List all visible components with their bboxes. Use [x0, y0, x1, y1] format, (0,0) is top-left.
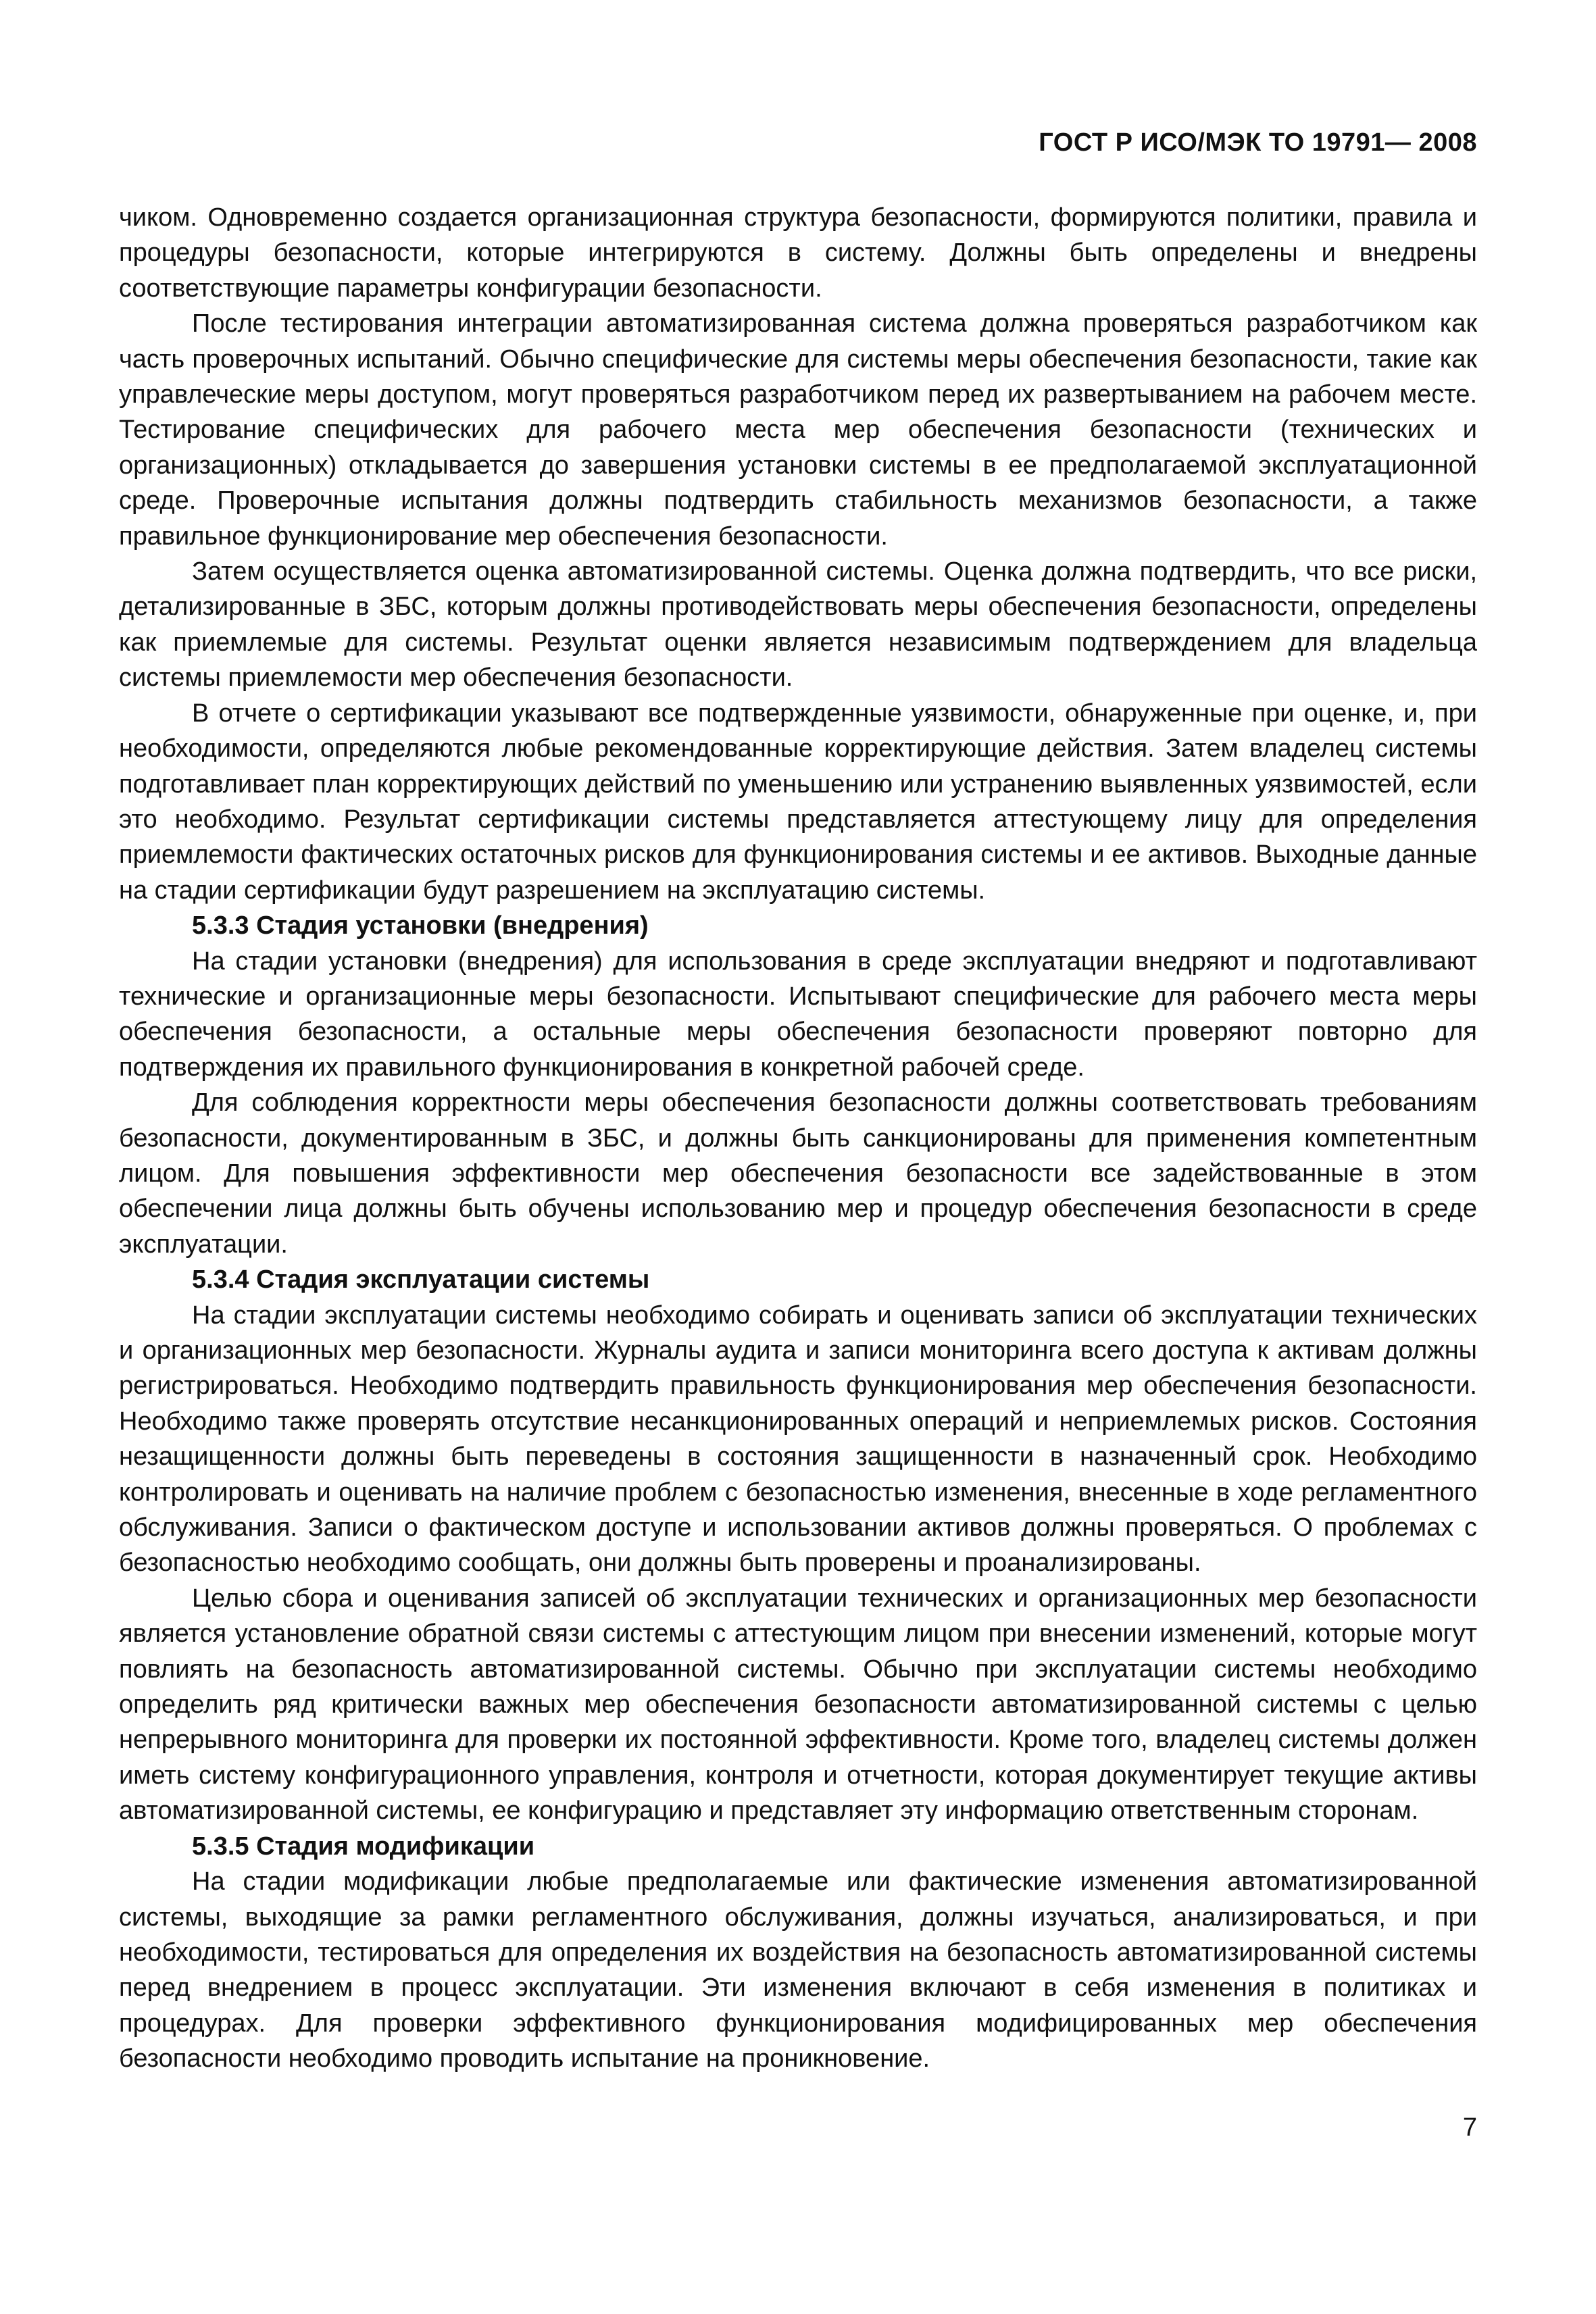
paragraph-evaluation: Затем осуществляется оценка автоматизированной системы. Оценка должна подтвердить, что все риски, детализированные в ЗБС, которым должны противодействовать меры обеспечения безопасности, определены как приемлемые для системы. Результат оценки является независимым подтверждением для владельца системы приемлемости мер обеспечения безопасности.: [119, 557, 1477, 693]
paragraph-operation-stage: На стадии эксплуатации системы необходимо собирать и оценивать записи об эксплуатации технических и организационных мер безопасности. Журналы аудита и записи мониторинга всего доступа к активам должны регистрироваться. Необходимо подтвердить правильность функционирования мер обеспечения безопасности. Необходимо также проверять отсутствие несанкционированных операций и неприемлемых рисков. Состояния незащищенности должны быть переведены в состояния защищенности в назначенный срок. Необходимо контролировать и оценивать на наличие проблем с безопасностью изменения, внесенные в ходе регламентного обслуживания. Записи о фактическом доступе и использовании активов должны проверяться. О проблемах с безопасностью необходимо сообщать, они должны быть проверены и проанализированы.: [119, 1301, 1477, 1578]
section-heading-5-3-4: 5.3.4 Стадия эксплуатации системы: [192, 1265, 650, 1294]
paragraph-modification-stage: На стадии модификации любые предполагаемые или фактические изменения автоматизированной системы, выходящие за рамки регламентного обслуживания, должны изучаться, анализироваться, и при необходимости, тестироваться для определения их воздействия на безопасность автоматизированной системы перед внедрением в процесс эксплуатации. Эти изменения включают в себя изменения в политиках и процедурах. Для проверки эффективного функционирования модифицированных мер обеспечения безопасности необходимо проводить испытание на проникновение.: [119, 1867, 1477, 2073]
paragraph-integration-testing: После тестирования интеграции автоматизированная система должна проверяться разработчиком как часть проверочных испытаний. Обычно специфические для системы меры обеспечения безопасности, такие как управлеческие меры доступом, могут проверяться разработчиком перед их развертыванием на рабочем месте. Тестирование специфических для рабочего места мер обеспечения безопасности (технических и организационных) откладывается до завершения установки системы в ее предполагаемой эксплуатационной среде. Проверочные испытания должны подтвердить стабильность механизмов безопасности, а также правильное функционирование мер обеспечения безопасности.: [119, 309, 1477, 551]
paragraph-installation-correctness: Для соблюдения корректности меры обеспечения безопасности должны соответствовать требованиям безопасности, документированным в ЗБС, и должны быть санкционированы для применения компетентным лицом. Для повышения эффективности мер обеспечения безопасности все задействованные в этом обеспечении лица должны быть обучены использованию мер и процедур обеспечения безопасности в среде эксплуатации.: [119, 1088, 1477, 1259]
paragraph-operation-feedback: Целью сбора и оценивания записей об эксплуатации технических и организационных мер безопасности является установление обратной связи системы с аттестующим лицом при внесении изменений, которые могут повлиять на безопасность автоматизированной системы. Обычно при эксплуатации системы необходимо определить ряд критически важных мер обеспечения безопасности автоматизированной системы с целью непрерывного мониторинга для проверки их постоянной эффективности. Кроме того, владелец системы должен иметь систему конфигурационного управления, контроля и отчетности, которая документирует текущие активы автоматизированной системы, ее конфигурацию и представляет эту информацию ответственным сторонам.: [119, 1584, 1477, 1826]
page-number: 7: [1462, 2113, 1477, 2142]
document-body: [119, 200, 1477, 2077]
section-heading-5-3-3: 5.3.3 Стадия установки (внедрения): [192, 911, 649, 940]
paragraph-continued: чиком. Одновременно создается организационная структура безопасности, формируются политики, правила и процедуры безопасности, которые интегрируются в систему. Должны быть определены и внедрены соответствующие параметры конфигурации безопасности.: [119, 203, 1477, 303]
document-header: ГОСТ Р ИСО/МЭК ТО 19791— 2008: [1039, 128, 1477, 157]
paragraph-installation-stage: На стадии установки (внедрения) для использования в среде эксплуатации внедряют и подготавливают технические и организационные меры безопасности. Испытывают специфические для рабочего места меры обеспечения безопасности, а остальные меры обеспечения безопасности проверяют повторно для подтверждения их правильного функционирования в конкретной рабочей среде.: [119, 947, 1477, 1082]
paragraph-certification-report: В отчете о сертификации указывают все подтвержденные уязвимости, обнаруженные при оценке, и, при необходимости, определяются любые рекомендованные корректирующие действия. Затем владелец системы подготавливает план корректирующих действий по уменьшению или устранению выявленных уязвимостей, если это необходимо. Результат сертификации системы представляется аттестующему лицу для определения приемлемости фактических остаточных рисков для функционирования системы и ее активов. Выходные данные на стадии сертификации будут разрешением на эксплуатацию системы.: [119, 699, 1477, 905]
section-heading-5-3-5: 5.3.5 Стадия модификации: [192, 1832, 535, 1861]
